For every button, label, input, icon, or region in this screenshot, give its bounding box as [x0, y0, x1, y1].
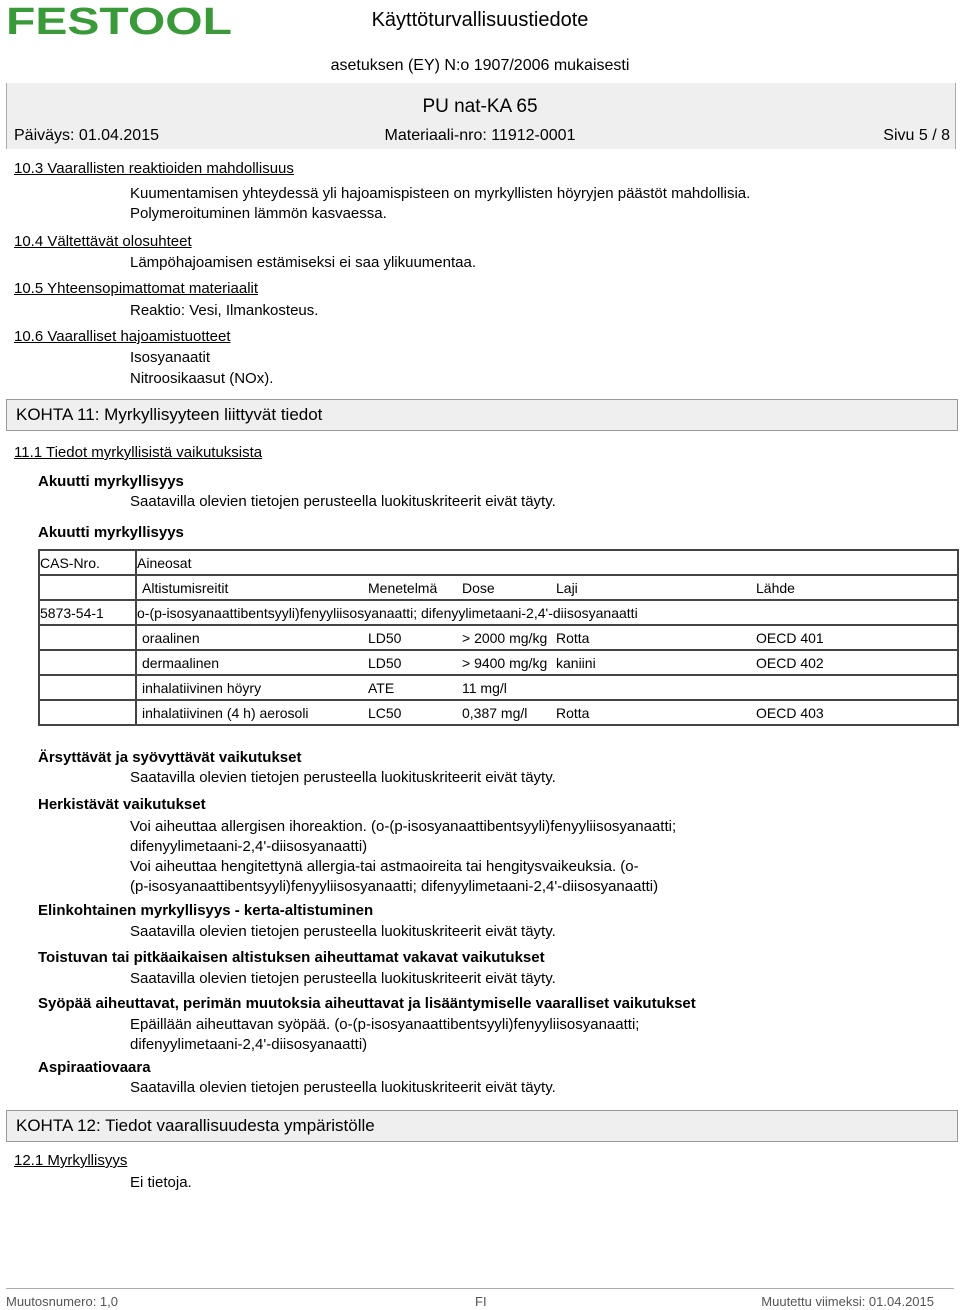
- empty-cell: [39, 575, 136, 600]
- acute-toxicity-heading: Akuutti myrkyllisyys: [38, 473, 184, 490]
- issue-date: Päiväys: 01.04.2015: [14, 127, 159, 144]
- header-source: Lähde: [756, 579, 795, 596]
- acute-toxicity-text: Saatavilla olevien tietojen perusteella luokituskriteerit eivät täyty.: [130, 493, 556, 510]
- empty-cell: [39, 625, 136, 650]
- header-method: Menetelmä: [368, 579, 438, 596]
- route: oraalinen: [142, 629, 200, 646]
- source: OECD 401: [756, 629, 824, 646]
- substance-name: o-(p-isosyanaattibentsyyli)fenyyliisosyanaatti; difenyylimetaani-2,4'-diisosyanaatti: [136, 600, 958, 625]
- route: inhalatiivinen (4 h) aerosoli: [142, 704, 309, 721]
- stot-re-text: Saatavilla olevien tietojen perusteella luokituskriteerit eivät täyty.: [130, 970, 556, 987]
- source: OECD 402: [756, 654, 824, 671]
- dose: > 9400 mg/kg: [462, 654, 548, 671]
- table-header-row: [39, 550, 958, 575]
- empty-cell: [39, 650, 136, 675]
- route: dermaalinen: [142, 654, 220, 671]
- dose: > 2000 mg/kg: [462, 629, 548, 646]
- section-12-title: KOHTA 12: Tiedot vaarallisuudesta ympäristölle: [16, 1116, 375, 1135]
- section-11-title: KOHTA 11: Myrkyllisyyteen liittyvät tiedot: [16, 405, 323, 424]
- species: kaniini: [556, 654, 596, 671]
- footer-version: Muutosnumero: 1,0: [6, 1294, 119, 1309]
- stot-se-heading: Elinkohtainen myrkyllisyys - kerta-altistuminen: [38, 902, 374, 919]
- row-cell: [136, 625, 958, 650]
- acute-toxicity-heading-2: Akuutti myrkyllisyys: [38, 524, 184, 541]
- header-route: Altistumisreitit: [142, 579, 229, 596]
- cmr-line1: Epäillään aiheuttavan syöpää. (o-(p-isosyanaattibentsyyli)fenyyliisosyanaatti;: [130, 1016, 640, 1033]
- table-row: [39, 700, 958, 725]
- method: ATE: [368, 679, 395, 696]
- header-cas: CAS-Nro.: [39, 550, 136, 575]
- subsection-11-1-heading: 11.1 Tiedot myrkyllisistä vaikutuksista: [14, 444, 263, 461]
- sensitisation-line1: Voi aiheuttaa allergisen ihoreaktion. (o-(p-isosyanaattibentsyyli)fenyyliisosyanaatti;: [130, 818, 677, 835]
- table-subheader-row: [39, 575, 958, 600]
- method: LD50: [368, 654, 402, 671]
- product-name: PU nat-KA 65: [422, 96, 538, 117]
- dose: 11 mg/l: [462, 679, 507, 696]
- cmr-heading: Syöpää aiheuttavat, perimän muutoksia aiheuttavat ja lisääntymiselle vaaralliset vaikutukset: [38, 995, 696, 1012]
- text-10-5: Reaktio: Vesi, Ilmankosteus.: [130, 302, 319, 319]
- dose: 0,387 mg/l: [462, 704, 528, 721]
- text-10-4: Lämpöhajoamisen estämiseksi ei saa ylikuumentaa.: [130, 254, 477, 271]
- row-cell: [136, 650, 958, 675]
- species: Rotta: [556, 704, 590, 721]
- stot-se-text: Saatavilla olevien tietojen perusteella luokituskriteerit eivät täyty.: [130, 923, 556, 940]
- sensitisation-line4: (p-isosyanaattibentsyyli)fenyyliisosyanaatti; difenyylimetaani-2,4'-diisosyanaatti): [130, 878, 659, 895]
- text-10-6-line1: Isosyanaatit: [130, 349, 211, 366]
- table-row: [39, 675, 958, 700]
- subsection-10-5-heading: 10.5 Yhteensopimattomat materiaalit: [14, 280, 259, 297]
- svg-text:FESTOOL: FESTOOL: [6, 3, 232, 37]
- footer-language: FI: [475, 1294, 487, 1309]
- text-10-3-line1: Kuumentamisen yhteydessä yli hajoamispisteen on myrkyllisten höyryjen päästöt mahdollisia.: [130, 185, 751, 202]
- regulation-subtitle: asetuksen (EY) N:o 1907/2006 mukaisesti: [330, 57, 630, 74]
- source: OECD 403: [756, 704, 824, 721]
- header-dose: Dose: [462, 579, 495, 596]
- table-row: [39, 650, 958, 675]
- text-10-3-line2: Polymeroituminen lämmön kasvaessa.: [130, 205, 387, 222]
- subsection-12-1-heading: 12.1 Myrkyllisyys: [14, 1152, 128, 1169]
- subsection-10-6-heading: 10.6 Vaaralliset hajoamistuotteet: [14, 328, 231, 345]
- table-row-substance: [39, 600, 958, 625]
- material-number: Materiaali-nro: 11912-0001: [384, 127, 576, 144]
- sensitisation-line2: difenyylimetaani-2,4'-diisosyanaatti): [130, 838, 368, 855]
- subsection-10-3-heading: 10.3 Vaarallisten reaktioiden mahdollisuus: [14, 160, 294, 177]
- method: LC50: [368, 704, 402, 721]
- text-10-6-line2: Nitroosikaasut (NOx).: [130, 370, 274, 387]
- section-12-text: Ei tietoja.: [130, 1174, 192, 1191]
- row-cell: [136, 675, 958, 700]
- empty-cell: [39, 675, 136, 700]
- aspiration-text: Saatavilla olevien tietojen perusteella luokituskriteerit eivät täyty.: [130, 1079, 556, 1096]
- header-species: Laji: [556, 579, 578, 596]
- document-title: Käyttöturvallisuustiedote: [371, 9, 589, 31]
- acute-toxicity-table: [38, 549, 959, 726]
- empty-cell: [39, 700, 136, 725]
- stot-re-heading: Toistuvan tai pitkäaikaisen altistuksen aiheuttamat vakavat vaikutukset: [38, 949, 545, 966]
- table-row: [39, 625, 958, 650]
- aspiration-heading: Aspiraatiovaara: [38, 1059, 151, 1076]
- route: inhalatiivinen höyry: [142, 679, 262, 696]
- page-number: Sivu 5 / 8: [883, 127, 950, 144]
- irritant-heading: Ärsyttävät ja syövyttävät vaikutukset: [38, 749, 302, 766]
- source: [751, 676, 957, 699]
- header-substance: Aineosat: [136, 550, 958, 575]
- subsection-10-4-heading: 10.4 Vältettävät olosuhteet: [14, 233, 192, 250]
- sensitisation-heading: Herkistävät vaikutukset: [38, 796, 206, 813]
- subheader-cell: [136, 575, 958, 600]
- cas-number: 5873-54-1: [39, 600, 136, 625]
- sensitisation-line3: Voi aiheuttaa hengitettynä allergia-tai astmaoireita tai hengitysvaikeuksia. (o-: [130, 858, 639, 875]
- footer-divider: [6, 1288, 954, 1289]
- footer-revised: Muutettu viimeksi: 01.04.2015: [761, 1294, 934, 1309]
- species: Rotta: [556, 629, 590, 646]
- irritant-text: Saatavilla olevien tietojen perusteella luokituskriteerit eivät täyty.: [130, 769, 556, 786]
- method: LD50: [368, 629, 402, 646]
- row-cell: [136, 700, 958, 725]
- cmr-line2: difenyylimetaani-2,4'-diisosyanaatti): [130, 1036, 368, 1053]
